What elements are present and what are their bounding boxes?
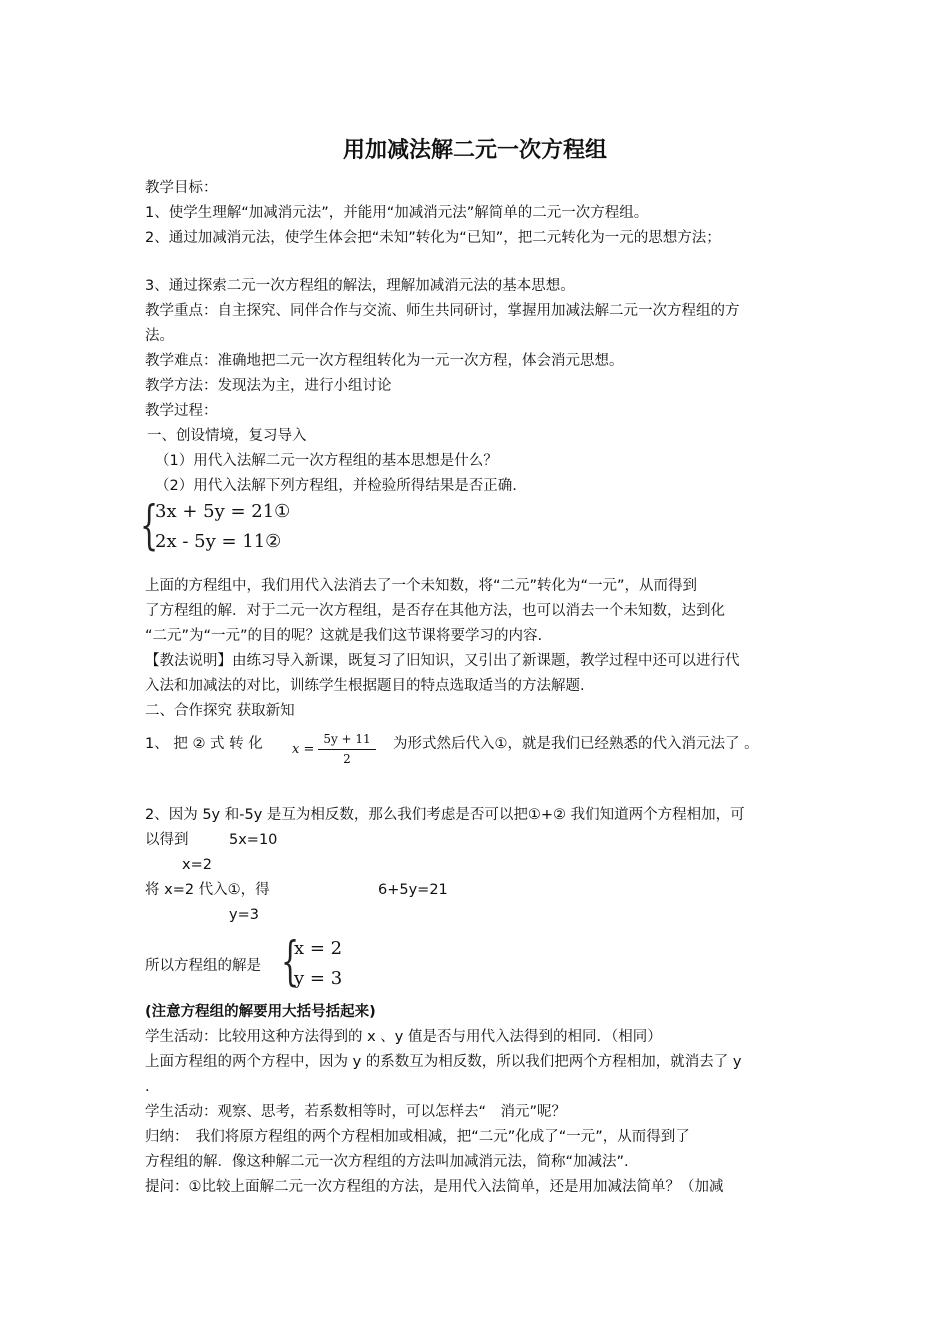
question-1: （1）用代入法解二元一次方程组的基本思想是什么？ [155, 453, 498, 469]
method: 教学方法：发现法为主，进行小组讨论 [145, 378, 392, 394]
objective-3: 3、通过探索二元一次方程组的解法，理解加减消元法的基本思想。 [145, 278, 575, 294]
process-heading: 教学过程： [145, 403, 218, 419]
calc-y: y=3 [229, 907, 259, 923]
solution-prefix: 所以方程组的解是 [145, 958, 261, 974]
page-title: 用加减法解二元一次方程组 [342, 138, 607, 163]
intro-paragraph-line-2: 了方程组的解．对于二元一次方程组，是否存在其他方法，也可以消去一个未知数，达到化 [145, 603, 725, 619]
step1-numerator: 5y + 11 [323, 732, 371, 746]
summary-line-2: 方程组的解．像这种解二元一次方程组的方法叫加减消元法，简称“加减法”. [145, 1154, 629, 1170]
solution-x: x = 2 [294, 938, 343, 959]
difficulty: 教学难点：准确地把二元一次方程组转化为一元一次方程，体会消元思想。 [145, 353, 624, 369]
section2-heading: 二、合作探究 获取新知 [145, 703, 295, 719]
section1-heading: 一、创设情境，复习导入 [147, 428, 307, 444]
intro-paragraph-line-1: 上面的方程组中，我们用代入法消去了一个未知数，将“二元”转化为“一元”，从而得到 [145, 578, 698, 594]
question-prompt: 提问：①比较上面解二元一次方程组的方法，是用代入法简单，还是用加减法简单？（加减 [145, 1179, 724, 1195]
calc-5x: 5x=10 [229, 832, 278, 848]
solution-brace: { [281, 932, 300, 992]
step1-x: x = [292, 742, 315, 757]
attention-note: (注意方程组的解要用大括号括起来) [145, 1004, 376, 1020]
student-activity-2: 学生活动：观察、思考，若系数相等时，可以怎样去“ 消元”呢？ [145, 1104, 567, 1120]
explanation-line-1: 上面方程组的两个方程中，因为 y 的系数互为相反数，所以我们把两个方程相加，就消去了 y [145, 1054, 742, 1070]
objectives-heading: 教学目标： [145, 180, 218, 196]
equation-1: 3x + 5y = 21① [155, 501, 291, 522]
step2-line-2: 以得到 [145, 832, 189, 848]
equation-2: 2x - 5y = 11② [155, 531, 282, 552]
key-points-line-2: 法。 [145, 328, 174, 344]
objective-2: 2、通过加减消元法，使学生体会把“未知”转化为“已知”，把二元转化为一元的思想方法； [145, 230, 721, 246]
calc-x: x=2 [182, 857, 212, 873]
substitution-text: 将 x=2 代入①，得 [145, 882, 270, 898]
question-2: （2）用代入法解下列方程组，并检验所得结果是否正确. [155, 478, 517, 494]
objective-1: 1、使学生理解“加减消元法”，并能用“加减消元法”解简单的二元一次方程组。 [145, 205, 649, 221]
step1-denominator: 2 [343, 752, 351, 766]
step2-line-1: 2、因为 5y 和-5y 是互为相反数，那么我们考虑是否可以把①+② 我们知道两个方程相加，可 [145, 807, 745, 823]
intro-paragraph-line-3: “二元”为“一元”的目的呢？这就是我们这节课将要学习的内容. [145, 628, 543, 644]
solution-y: y = 3 [294, 968, 343, 989]
system-brace: { [140, 496, 159, 556]
key-points-line-1: 教学重点：自主探究、同伴合作与交流、师生共同研讨，掌握用加减法解二元一次方程组的方 [145, 303, 740, 319]
teaching-note-line-1: 【教法说明】由练习导入新课，既复习了旧知识，又引出了新课题，教学过程中还可以进行代 [145, 653, 740, 669]
summary-line-1: 归纳： 我们将原方程组的两个方程相加或相减，把“二元”化成了“一元”，从而得到了 [145, 1129, 690, 1145]
explanation-line-2: . [145, 1079, 150, 1095]
step1-suffix: 为形式然后代入①，就是我们已经熟悉的代入消元法了 。 [393, 736, 759, 752]
step1-prefix: 1、 把 ② 式 转 化 [145, 736, 263, 752]
teaching-note-line-2: 入法和加减法的对比，训练学生根据题目的特点选取适当的方法解题. [145, 678, 585, 694]
calc-6-5y: 6+5y=21 [378, 882, 448, 898]
fraction-bar [318, 749, 376, 750]
student-activity-1: 学生活动：比较用这种方法得到的 x 、y 值是否与用代入法得到的相同．（相同） [145, 1029, 662, 1045]
